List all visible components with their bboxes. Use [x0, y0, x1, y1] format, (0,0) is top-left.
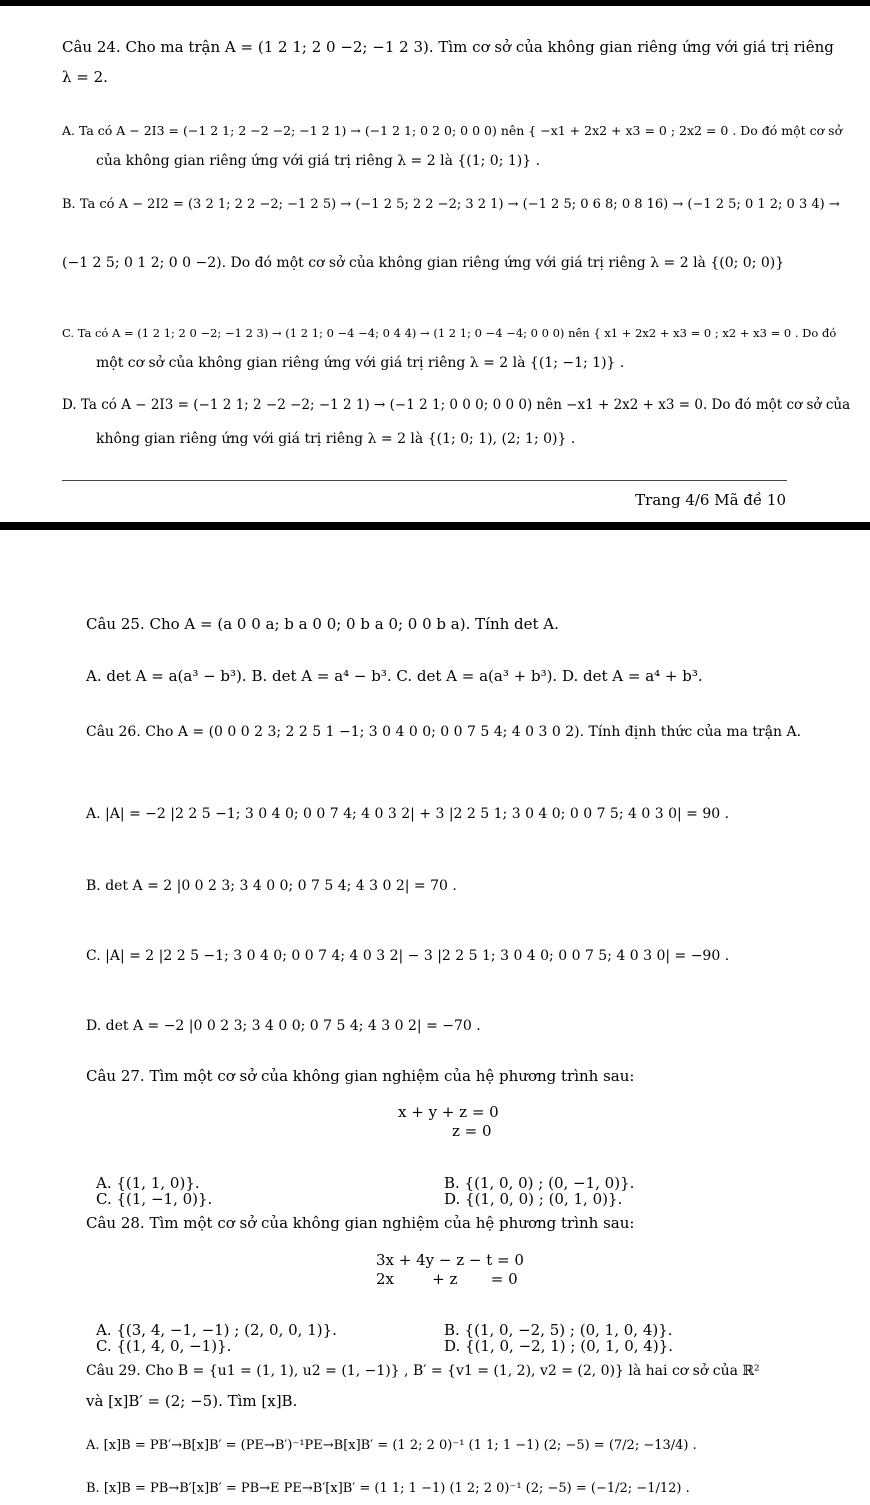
q25-options: A. det A = a(a³ − b³). B. det A = a⁴ − b³. C. det A = a(a³ + b³). D. det A = a⁴ + b³. [86, 667, 703, 685]
q28-option-b: B. {(1, 0, −2, 5) ; (0, 1, 0, 4)}. [444, 1321, 673, 1339]
q27-system-eq1: x + y + z = 0 [398, 1103, 499, 1121]
q28-stem: Câu 28. Tìm một cơ sở của không gian nghiệm của hệ phương trình sau: [86, 1214, 635, 1232]
q26-option-d: D. det A = −2 |0 0 2 3; 3 4 0 0; 0 7 5 4; 4 3 0 2| = −70 . [86, 1018, 481, 1034]
q27-system-eq2: z = 0 [452, 1122, 492, 1140]
q29-stem: Câu 29. Cho B = {u1 = (1, 1), u2 = (1, −1)} , B′ = {v1 = (1, 2), v2 = (2, 0)} là hai cơ sở của ℝ² [86, 1363, 760, 1379]
q24-option-b-line1: B. Ta có A − 2I2 = (3 2 1; 2 2 −2; −1 2 5) → (−1 2 5; 2 2 −2; 3 2 1) → (−1 2 5; 0 6 8; 0 8 16) → (−1 2 5; 0 1 2; 0 3 4) → [62, 197, 840, 212]
q29-stem-line2: và [x]B′ = (2; −5). Tìm [x]B. [86, 1392, 298, 1410]
q27-option-d: D. {(1, 0, 0) ; (0, 1, 0)}. [444, 1190, 623, 1208]
q25-stem: Câu 25. Cho A = (a 0 0 a; b a 0 0; 0 b a 0; 0 0 b a). Tính det A. [86, 615, 559, 633]
q29-option-a: A. [x]B = PB′→B[x]B′ = (PE→B′)⁻¹PE→B[x]B′ = (1 2; 2 0)⁻¹ (1 1; 1 −1) (2; −5) = (7/2; −13/4) . [86, 1438, 697, 1453]
q24-stem: Câu 24. Cho ma trận A = (1 2 1; 2 0 −2; −1 2 3). Tìm cơ sở của không gian riêng ứng với giá trị riêng [62, 38, 834, 56]
q28-option-c: C. {(1, 4, 0, −1)}. [96, 1337, 232, 1355]
q28-option-a: A. {(3, 4, −1, −1) ; (2, 0, 0, 1)}. [96, 1321, 337, 1339]
page-footer: Trang 4/6 Mã đề 10 [635, 491, 786, 509]
q24-option-b-line2: (−1 2 5; 0 1 2; 0 0 −2). Do đó một cơ sở của không gian riêng ứng với giá trị riêng λ = 2 là {(0; 0; 0)} [62, 255, 785, 271]
q26-option-b: B. det A = 2 |0 0 2 3; 3 4 0 0; 0 7 5 4; 4 3 0 2| = 70 . [86, 878, 457, 894]
q26-option-c: C. |A| = 2 |2 2 5 −1; 3 0 4 0; 0 0 7 4; 4 0 3 2| − 3 |2 2 5 1; 3 0 4 0; 0 0 7 5; 4 0 3 0| = −90 . [86, 948, 730, 964]
q24-option-a-line1: A. Ta có A − 2I3 = (−1 2 1; 2 −2 −2; −1 2 1) → (−1 2 1; 0 2 0; 0 0 0) nên { −x1 + 2x2 + x3 = 0 ; 2x2 = 0 . Do đó một cơ sở [62, 123, 843, 138]
q24-option-d-line1: D. Ta có A − 2I3 = (−1 2 1; 2 −2 −2; −1 2 1) → (−1 2 1; 0 0 0; 0 0 0) nên −x1 + 2x2 + x3 = 0. Do đó một cơ sở của [62, 397, 851, 413]
q26-option-a: A. |A| = −2 |2 2 5 −1; 3 0 4 0; 0 0 7 4; 4 0 3 2| + 3 |2 2 5 1; 3 0 4 0; 0 0 7 5; 4 0 3 0| = 90 . [86, 806, 730, 822]
q24-option-a-line2: của không gian riêng ứng với giá trị riêng λ = 2 là {(1; 0; 1)} . [96, 153, 541, 169]
q27-stem: Câu 27. Tìm một cơ sở của không gian nghiệm của hệ phương trình sau: [86, 1067, 635, 1085]
page-footer-rule [62, 480, 787, 481]
top-border [0, 0, 870, 6]
q28-system-eq2: 2x + z = 0 [376, 1270, 518, 1288]
q24-option-c-line1: C. Ta có A = (1 2 1; 2 0 −2; −1 2 3) → (1 2 1; 0 −4 −4; 0 4 4) → (1 2 1; 0 −4 −4; 0 0 0) nên { x1 + 2x2 + x3 = 0 ; x2 + x3 = 0 . Do đó [62, 326, 837, 340]
q26-stem: Câu 26. Cho A = (0 0 0 2 3; 2 2 5 1 −1; 3 0 4 0 0; 0 0 7 5 4; 4 0 3 0 2). Tính định thức của ma trận A. [86, 724, 802, 740]
q28-option-d: D. {(1, 0, −2, 1) ; (0, 1, 0, 4)}. [444, 1337, 674, 1355]
page-separator [0, 522, 870, 530]
q27-option-c: C. {(1, −1, 0)}. [96, 1190, 213, 1208]
q24-option-c-line2: một cơ sở của không gian riêng ứng với giá trị riêng λ = 2 là {(1; −1; 1)} . [96, 355, 625, 371]
q27-option-a: A. {(1, 1, 0)}. [96, 1174, 200, 1192]
q29-option-b: B. [x]B = PB→B′[x]B′ = PB→E PE→B′[x]B′ = (1 1; 1 −1) (1 2; 2 0)⁻¹ (2; −5) = (−1/2; −1/12) . [86, 1481, 690, 1496]
q28-system-eq1: 3x + 4y − z − t = 0 [376, 1251, 524, 1269]
q24-option-d-line2: không gian riêng ứng với giá trị riêng λ = 2 là {(1; 0; 1), (2; 1; 0)} . [96, 431, 576, 447]
q24-lambda: λ = 2. [62, 68, 108, 86]
q27-option-b: B. {(1, 0, 0) ; (0, −1, 0)}. [444, 1174, 635, 1192]
